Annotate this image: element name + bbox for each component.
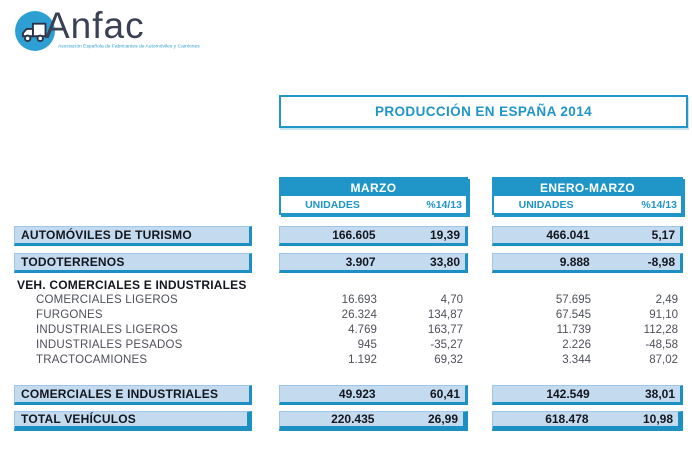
enero-pct-value: 91,10 <box>649 308 678 321</box>
report-title-box <box>279 95 688 128</box>
enero-pct-value: -48,58 <box>645 338 678 351</box>
row-label: AUTOMÓVILES DE TURISMO <box>21 228 192 242</box>
row-label: TOTAL VEHÍCULOS <box>21 412 137 426</box>
row-label-box <box>14 411 252 431</box>
enero-values-cell <box>492 337 683 352</box>
marzo-values-box <box>279 385 468 405</box>
marzo-units-value: 220.435 <box>331 412 375 426</box>
enero-pct-value: -8,98 <box>647 255 675 269</box>
enero-units-value: 57.695 <box>555 293 591 306</box>
marzo-pct-value: 26,99 <box>427 412 458 426</box>
column-group-enero-marzo <box>492 177 683 215</box>
row-label: FURGONES <box>36 308 103 321</box>
row-label: INDUSTRIALES LIGEROS <box>36 323 179 336</box>
enero-unidades-header: UNIDADES <box>518 198 574 211</box>
enero-pct-value: 2,49 <box>655 293 678 306</box>
row-label: TODOTERRENOS <box>21 255 125 269</box>
row-label-box <box>14 253 252 273</box>
marzo-units-value: 945 <box>357 338 377 351</box>
marzo-units-value: 3.907 <box>345 255 376 269</box>
marzo-units-value: 1.192 <box>348 353 377 366</box>
marzo-units-value: 49.923 <box>338 387 376 401</box>
row-label: COMERCIALES E INDUSTRIALES <box>21 387 219 401</box>
row-label-cell <box>14 337 252 352</box>
enero-values-box <box>492 226 683 246</box>
section-header-row <box>14 277 252 292</box>
marzo-units-value: 16.693 <box>341 293 377 306</box>
marzo-values-box <box>279 226 468 246</box>
enero-pct-value: 10,98 <box>642 412 673 426</box>
marzo-values-cell <box>279 352 468 367</box>
enero-pct-header: %14/13 <box>641 198 677 211</box>
enero-units-value: 9.888 <box>559 255 590 269</box>
marzo-units-value: 4.769 <box>348 323 377 336</box>
marzo-values-cell <box>279 307 468 322</box>
brand-tagline: Asociación Española de Fabricantes de Automóviles y Camiones <box>58 44 200 49</box>
row-label: COMERCIALES LIGEROS <box>36 293 178 306</box>
enero-units-value: 618.478 <box>545 412 589 426</box>
enero-pct-value: 38,01 <box>644 387 675 401</box>
row-label: TRACTOCAMIONES <box>36 353 148 366</box>
marzo-pct-value: 134,87 <box>427 308 463 321</box>
marzo-pct-value: 4,70 <box>440 293 463 306</box>
section-header-label: VEH. COMERCIALES E INDUSTRIALES <box>17 277 247 292</box>
marzo-values-cell <box>279 337 468 352</box>
marzo-pct-header: %14/13 <box>426 198 462 211</box>
marzo-pct-value: 33,80 <box>429 255 460 269</box>
enero-units-value: 3.344 <box>562 353 591 366</box>
row-label-cell <box>14 352 252 367</box>
marzo-values-cell <box>279 322 468 337</box>
enero-values-box <box>492 411 683 431</box>
row-label-box <box>14 385 252 405</box>
enero-values-cell <box>492 322 683 337</box>
enero-pct-value: 112,28 <box>643 323 678 336</box>
enero-values-box <box>492 253 683 273</box>
row-label-cell <box>14 322 252 337</box>
page-title: PRODUCCIÓN EN ESPAÑA 2014 <box>374 104 593 119</box>
enero-units-value: 466.041 <box>546 228 590 242</box>
row-label: INDUSTRIALES PESADOS <box>36 338 183 351</box>
enero-marzo-header: ENERO-MARZO <box>494 179 681 196</box>
marzo-units-value: 166.605 <box>332 228 376 242</box>
marzo-pct-value: 163,77 <box>427 323 463 336</box>
marzo-pct-value: -35,27 <box>430 338 463 351</box>
column-group-marzo <box>279 177 468 215</box>
row-label-cell <box>14 292 252 307</box>
enero-units-value: 11.739 <box>556 323 591 336</box>
anfac-logo <box>12 6 212 58</box>
enero-values-cell <box>492 352 683 367</box>
brand-name: Anfac <box>45 5 145 46</box>
marzo-values-box <box>279 253 468 273</box>
marzo-values-cell <box>279 292 468 307</box>
marzo-pct-value: 60,41 <box>429 387 460 401</box>
row-label-cell <box>14 307 252 322</box>
enero-units-value: 2.226 <box>562 338 591 351</box>
enero-values-cell <box>492 292 683 307</box>
enero-pct-value: 87,02 <box>649 353 678 366</box>
marzo-header: MARZO <box>281 179 466 196</box>
marzo-pct-value: 69,32 <box>434 353 463 366</box>
marzo-pct-value: 19,39 <box>429 228 460 242</box>
enero-values-cell <box>492 307 683 322</box>
marzo-unidades-header: UNIDADES <box>305 198 360 211</box>
enero-units-value: 142.549 <box>546 387 590 401</box>
marzo-units-value: 26.324 <box>341 308 377 321</box>
marzo-values-box <box>279 411 468 431</box>
enero-units-value: 67.545 <box>555 308 591 321</box>
enero-pct-value: 5,17 <box>651 228 675 242</box>
row-label-box <box>14 226 252 246</box>
enero-values-box <box>492 385 683 405</box>
